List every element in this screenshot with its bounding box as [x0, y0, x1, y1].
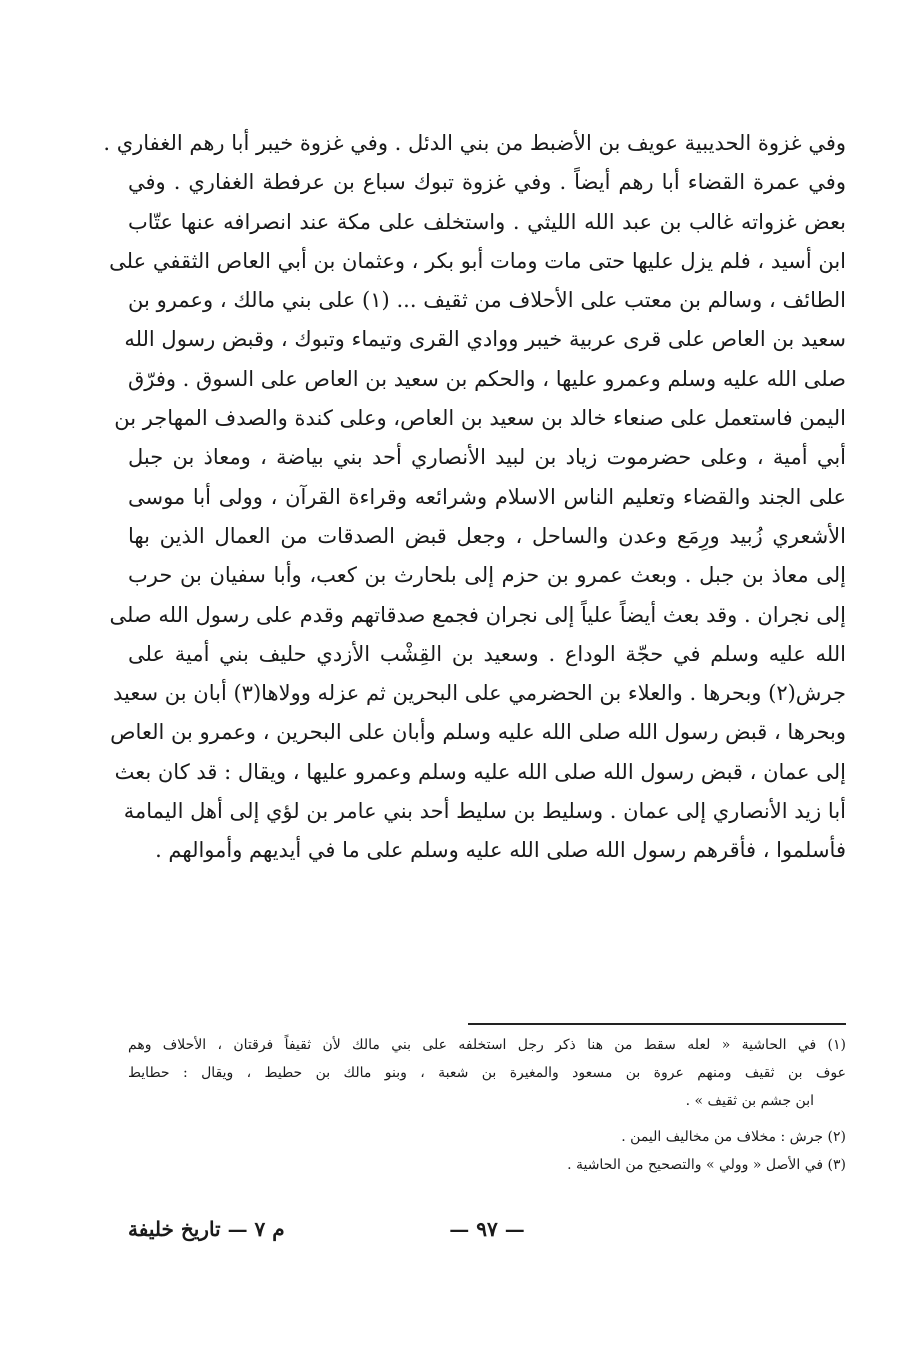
- footnote-1-line-2: عوف بن ثقيف ومنهم عروة بن مسعود والمغيرة بن شعبة ، وبنو مالك بن حطيط ، ويقال : حطايط: [128, 1065, 846, 1081]
- footnote-separator: [468, 1023, 846, 1025]
- text-line: أبا زيد الأنصاري إلى عمان . وسليط بن سليط أحد بني عامر بن لؤي إلى أهل اليمامة: [123, 799, 846, 824]
- main-text-block: [103, 124, 846, 871]
- text-line: على الجند والقضاء وتعليم الناس الاسلام وشرائعه وقراءة القرآن ، وولى أبا موسى: [128, 484, 846, 509]
- text-line: إلى معاذ بن جبل . وبعث عمرو بن حزم إلى بلحارث بن كعب، وأبا سفيان بن حرب: [128, 563, 846, 588]
- text-line: صلى الله عليه وسلم وعمرو عليها ، والحكم بن سعيد بن العاص على السوق . وفرّق: [127, 366, 846, 391]
- signature-mark: م ٧ — تاريخ خليفة: [128, 1217, 285, 1241]
- text-line: الأشعري زُبيد ورِمَع وعدن والساحل ، وجعل قبض الصدقات من العمال الذين بها: [128, 523, 846, 548]
- footnote-1-line-3: ابن جشم بن ثقيف » .: [685, 1093, 814, 1109]
- text-line: بعض غزواته غالب بن عبد الله الليثي . واستخلف على مكة عند انصرافه عنها عتّاب: [128, 209, 846, 234]
- text-line: وفي عمرة القضاء أبا رهم أيضاً . وفي غزوة تبوك سباع بن عرفطة الغفاري . وفي: [128, 170, 846, 195]
- text-line: اليمن فاستعمل على صنعاء خالد بن سعيد بن العاص، وعلى كندة والصدف المهاجر بن: [114, 406, 846, 431]
- text-line: الطائف ، وسالم بن معتب على الأحلاف من ثقيف ... (١) على بني مالك ، وعمرو بن: [128, 288, 846, 313]
- text-line: أبي أمية ، وعلى حضرموت زياد بن لبيد الأنصاري أحد بني بياضة ، ومعاذ بن جبل: [128, 445, 846, 470]
- page-footer: [128, 1211, 846, 1251]
- page-number: — ٩٧ —: [449, 1217, 525, 1241]
- footnote-3: (٣) في الأصل « وولي » والتصحيح من الحاشية .: [567, 1157, 846, 1173]
- footnote-2: (٢) جرش : مخلاف من مخاليف اليمن .: [621, 1129, 846, 1145]
- text-line: ابن أسيد ، فلم يزل عليها حتى مات ومات أبو بكر ، وعثمان بن أبي العاص الثقفي على: [109, 248, 846, 273]
- text-line: وفي غزوة الحديبية عويف بن الأضبط من بني الدئل . وفي غزوة خيبر أبا رهم الغفاري .: [103, 131, 846, 155]
- text-line: وبحرها ، قبض رسول الله صلى الله عليه وسلم وأبان على البحرين ، وعمرو بن العاص: [110, 720, 846, 745]
- footnote-1-line-1: (١) في الحاشية « لعله سقط من هنا ذكر رجل استخلفه على بني مالك لأن ثقيفاً فرقتان ، الأحلاف وهم: [128, 1037, 846, 1053]
- footnotes-block: [128, 1031, 846, 1179]
- text-line: سعيد بن العاص على قرى عربية خيبر ووادي القرى وتيماء وتبوك ، وقبض رسول الله: [124, 327, 846, 352]
- text-line: إلى نجران . وقد بعث أيضاً علياً إلى نجران فجمع صدقاتهم وقدم على رسول الله صلى: [109, 602, 846, 627]
- text-line: الله عليه وسلم في حجّة الوداع . وسعيد بن القِشْب الأزدي حليف بني أمية على: [128, 641, 846, 666]
- text-line: فأسلموا ، فأقرهم رسول الله صلى الله عليه وسلم على ما في أيديهم وأموالهم .: [155, 838, 846, 863]
- text-line: جرش(٢) وبحرها . والعلاء بن الحضرمي على البحرين ثم عزله وولاها(٣) أبان بن سعيد: [113, 681, 846, 706]
- text-line: إلى عمان ، قبض رسول الله صلى الله عليه وسلم وعمرو عليها ، ويقال : قد كان بعث: [114, 759, 846, 784]
